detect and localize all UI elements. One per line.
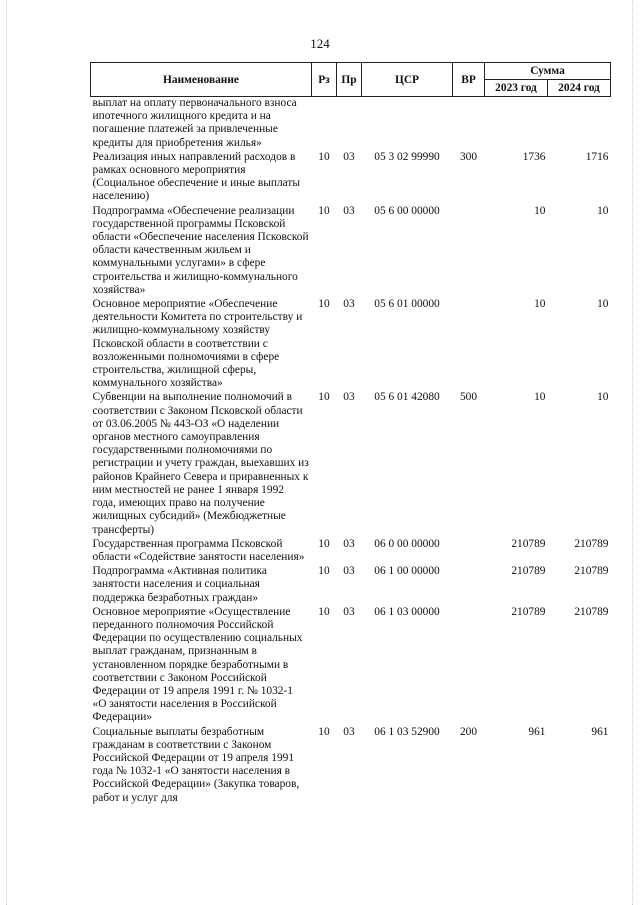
row-sum-2024: 10 bbox=[597, 298, 609, 311]
row-name: Государственная программа Псковской области «Содействие занятости населения» bbox=[92, 537, 305, 563]
row-vr: 500 bbox=[459, 391, 478, 404]
budget-table bbox=[90, 62, 611, 806]
row-sum-2024: 10 bbox=[597, 391, 609, 404]
row-rz: 10 bbox=[318, 391, 330, 404]
header-pr: Пр bbox=[337, 63, 362, 97]
scan-margin-right bbox=[632, 0, 634, 905]
row-vr bbox=[453, 538, 485, 565]
row-vr bbox=[453, 565, 485, 606]
row-vr: 200 bbox=[459, 725, 478, 738]
row-sum-2024: 961 bbox=[591, 725, 609, 738]
row-name: Основное мероприятие «Осуществление переданного полномочия Российской Федерации по осуществлению социальных выплат гражданам, признанным в установленном порядке безработными в соответствии с Законом Российской Федерации от 19 апреля 1991 г. № 1032-1 «О занятости населения в Российской Федерации» bbox=[92, 605, 303, 724]
row-rz: 10 bbox=[318, 298, 330, 311]
row-csr: 05 6 00 00000 bbox=[374, 204, 440, 217]
continuation-row bbox=[91, 97, 611, 151]
row-pr: 03 bbox=[343, 605, 355, 618]
row-pr: 03 bbox=[343, 204, 355, 217]
continuation-text: выплат на оплату первоначального взноса ипотечного жилищного кредита и на погашение платежей за привлеченные кредиты для приобретения жилья» bbox=[92, 97, 297, 149]
row-sum-2023: 210789 bbox=[511, 605, 546, 618]
row-name: Подпрограмма «Обеспечение реализации государственной программы Псковской области «Обеспечение населения Псковской области качественным жильем и коммунальными услугами» в сфере строительства и жилищно-коммунального хозяйства» bbox=[92, 204, 309, 296]
row-pr: 03 bbox=[343, 391, 355, 404]
row-pr: 03 bbox=[343, 537, 355, 550]
row-vr bbox=[453, 298, 485, 391]
table-row bbox=[91, 538, 611, 565]
row-rz: 10 bbox=[318, 537, 330, 550]
row-sum-2024: 210789 bbox=[574, 565, 609, 578]
row-sum-2023: 210789 bbox=[511, 565, 546, 578]
row-sum-2024: 10 bbox=[597, 204, 609, 217]
header-csr: ЦСР bbox=[362, 63, 453, 97]
row-sum-2024: 210789 bbox=[574, 605, 609, 618]
row-csr: 06 1 03 52900 bbox=[374, 725, 440, 738]
row-sum-2023: 961 bbox=[528, 725, 546, 738]
row-csr: 06 1 00 00000 bbox=[374, 565, 440, 578]
row-csr: 05 3 02 99990 bbox=[374, 150, 440, 163]
page-number: 124 bbox=[310, 36, 330, 51]
table-row bbox=[91, 391, 611, 537]
header-vr: ВР bbox=[453, 63, 485, 97]
row-rz: 10 bbox=[318, 565, 330, 578]
row-csr: 05 6 01 00000 bbox=[374, 298, 440, 311]
row-csr: 05 6 01 42080 bbox=[374, 391, 440, 404]
row-pr: 03 bbox=[343, 725, 355, 738]
row-sum-2023: 210789 bbox=[511, 537, 546, 550]
header-rz: Рз bbox=[312, 63, 337, 97]
header-name: Наименование bbox=[91, 63, 312, 97]
scan-margin-left bbox=[6, 0, 8, 905]
table-row bbox=[91, 205, 611, 298]
row-sum-2023: 1736 bbox=[522, 150, 546, 163]
row-rz: 10 bbox=[318, 204, 330, 217]
table-row bbox=[91, 726, 611, 806]
row-name: Основное мероприятие «Обеспечение деятельности Комитета по строительству и жилищно-коммунальному хозяйству Псковской области в соответствии с возложенными полномочиями в сфере строительства, жилищной сферы, коммунального хозяйства» bbox=[92, 298, 303, 390]
row-pr: 03 bbox=[343, 150, 355, 163]
row-sum-2023: 10 bbox=[534, 298, 546, 311]
table-header bbox=[91, 63, 611, 97]
row-name: Субвенции на выполнение полномочий в соответствии с Законом Псковской области от 03.06.2005 № 443-ОЗ «О наделении органов местного самоуправления государственными полномочиями по регистрации и учету граждан, выехавших из районов Крайнего Севера и приравненных к ним местностей не ранее 1 января 1992 года, имеющих право на получение жилищных субсидий» (Межбюджетные трансферты) bbox=[92, 391, 309, 536]
row-rz: 10 bbox=[318, 725, 330, 738]
row-rz: 10 bbox=[318, 150, 330, 163]
row-pr: 03 bbox=[343, 298, 355, 311]
header-2023: 2023 год bbox=[485, 80, 548, 97]
row-vr bbox=[453, 205, 485, 298]
header-2024: 2024 год bbox=[548, 80, 611, 97]
row-name: Социальные выплаты безработным гражданам в соответствии с Законом Российской Федерации от 19 апреля 1991 года № 1032-1 «О занятости населения в Российской Федерации» (Закупка товаров, работ и услуг для bbox=[92, 725, 300, 804]
table-row bbox=[91, 151, 611, 205]
row-pr: 03 bbox=[343, 565, 355, 578]
row-vr bbox=[453, 606, 485, 726]
table-row bbox=[91, 606, 611, 726]
row-csr: 06 1 03 00000 bbox=[374, 605, 440, 618]
header-sum: Сумма bbox=[485, 63, 611, 80]
row-name: Реализация иных направлений расходов в рамках основного мероприятия (Социальное обеспечение и иные выплаты населению) bbox=[92, 150, 301, 203]
row-csr: 06 0 00 00000 bbox=[374, 537, 440, 550]
row-sum-2024: 1716 bbox=[585, 150, 609, 163]
row-rz: 10 bbox=[318, 605, 330, 618]
table-body bbox=[91, 97, 611, 806]
row-sum-2024: 210789 bbox=[574, 537, 609, 550]
row-sum-2023: 10 bbox=[534, 204, 546, 217]
row-vr: 300 bbox=[459, 150, 478, 163]
table-row bbox=[91, 565, 611, 606]
row-sum-2023: 10 bbox=[534, 391, 546, 404]
row-name: Подпрограмма «Активная политика занятости населения и социальная поддержка безработных граждан» bbox=[92, 565, 267, 604]
table-row bbox=[91, 298, 611, 391]
